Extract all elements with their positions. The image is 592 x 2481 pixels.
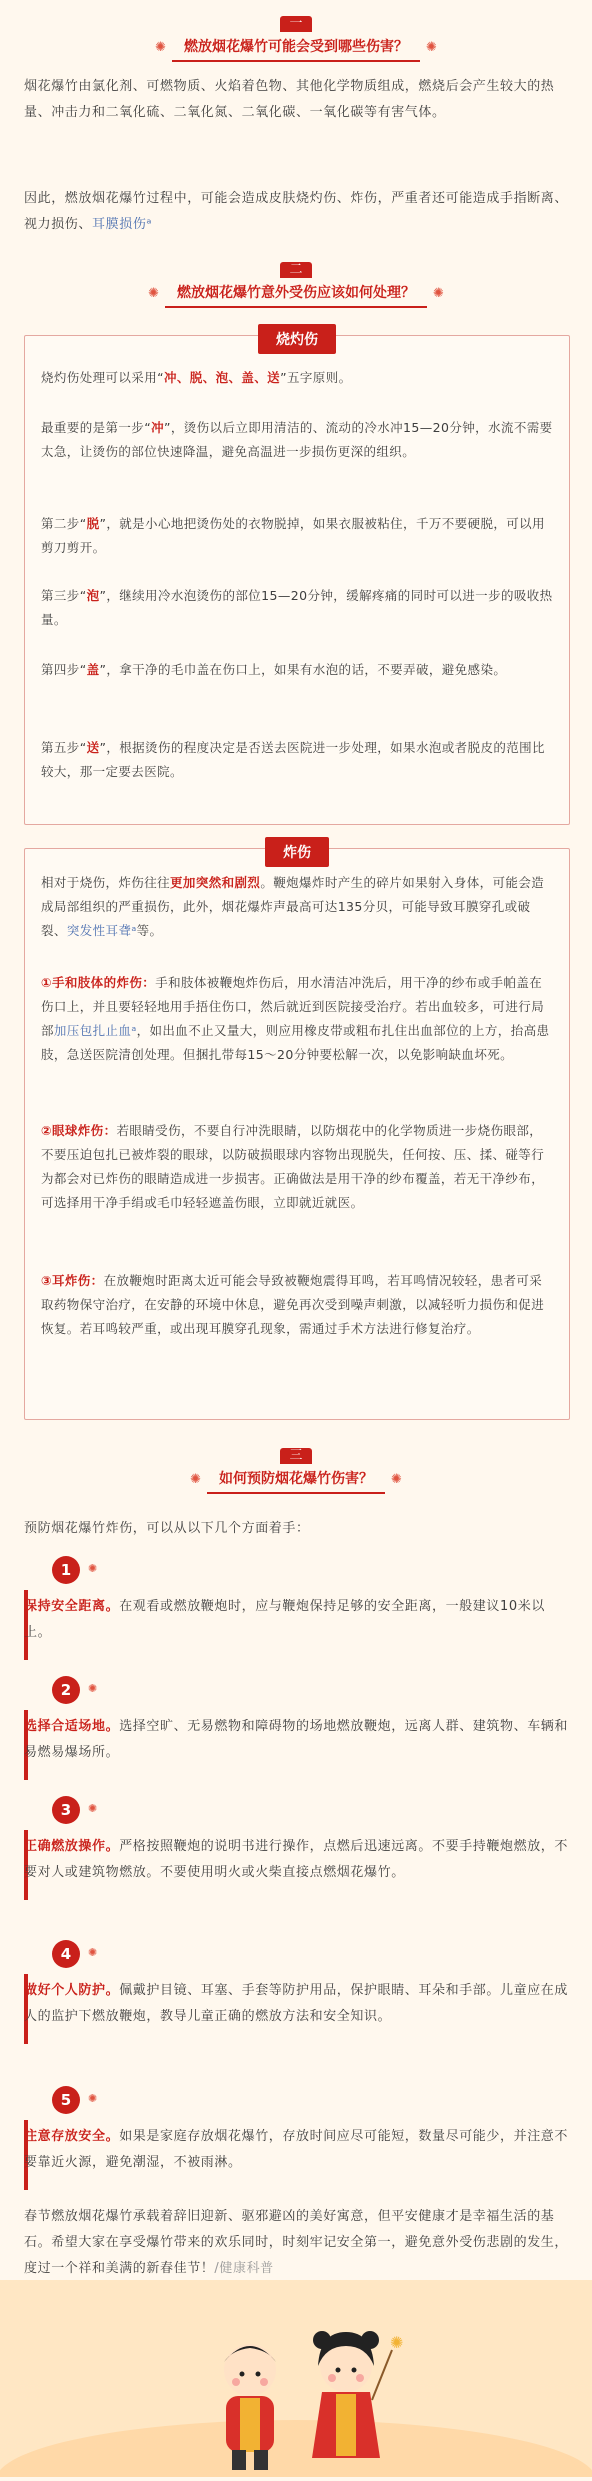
step-text: 选择合适场地。选择空旷、无易燃物和障碍物的场地燃放鞭炮，远离人群、建筑物、车辆和易燃易爆场所。 [24, 1719, 569, 1760]
section-title: 燃放烟花爆竹可能会受到哪些伤害？ [172, 32, 420, 62]
sunburst-icon: ✺ [88, 2092, 98, 2105]
closing-paragraph: 春节燃放烟花爆竹承载着辞旧迎新、驱邪避凶的美好寓意，但平安健康才是幸福生活的基石。希望大家在享受爆竹带来的欢乐同时，时刻牢记安全第一，避免意外受伤悲剧的发生，度过一个祥和美满的新春佳节！/健康科普 [24, 2209, 569, 2276]
sudden-deafness-link[interactable]: 突发性耳聋 [66, 923, 132, 938]
step-text: 保持安全距离。在观看或燃放鞭炮时，应与鞭炮保持足够的安全距离，一般建议10米以上。 [24, 1599, 545, 1640]
paragraph: 烧灼伤处理可以采用“冲、脱、泡、盖、送”五字原则。 [41, 370, 352, 385]
paragraph: 相对于烧伤，炸伤往往更加突然和剧烈。鞭炮爆炸时产生的碎片如果射入身体，可能会造成局部组织的严重损伤，此外，烟花爆炸声最高可达135分贝，可能导致耳膜穿孔或破裂、突发性耳聋ᵃ等。 [41, 875, 545, 938]
pressure-bandage-link[interactable]: 加压包扎止血 [53, 1023, 132, 1038]
paragraph: ①手和肢体的炸伤：手和肢体被鞭炮炸伤后，用水清洁冲洗后，用干净的纱布或手帕盖在伤口上，并且要轻轻地用手捂住伤口，然后就近到医院接受治疗。若出血较多，可进行局部加压包扎止血ᵃ，如出血不止又量大，则应用橡皮带或粗布扎住出血部位的上方，抬高患肢，急送医院清创处理。但捆扎带每15～20分钟要松解一次，以免影响缺血坏死。 [41, 975, 550, 1062]
children-illustration [0, 2280, 592, 2477]
svg-text:✺: ✺ [390, 2333, 404, 2352]
box-title: 炸伤 [265, 837, 329, 867]
link-icon: ᵃ [131, 923, 137, 938]
link-icon: ᵃ [146, 217, 153, 232]
sunburst-icon: ✺ [426, 40, 437, 55]
sunburst-icon: ✺ [391, 1472, 402, 1487]
paragraph: 第三步“泡”，继续用冷水泡烫伤的部位15—20分钟，缓解疼痛的同时可以进一步的吸收热量。 [41, 588, 553, 627]
step-number: 3 [52, 1796, 80, 1824]
sunburst-icon: ✺ [88, 1562, 98, 1575]
link-icon: ᵃ [131, 1023, 137, 1038]
step-number: 1 [52, 1556, 80, 1584]
sunburst-icon: ✺ [433, 286, 444, 301]
step-number: 2 [52, 1676, 80, 1704]
paragraph: 第五步“送”，根据烫伤的程度决定是否送去医院进一步处理，如果水泡或者脱皮的范围比较大，那一定要去医院。 [41, 740, 545, 779]
step-number: 4 [52, 1940, 80, 1968]
section-2-header [0, 258, 592, 308]
step-text: 做好个人防护。佩戴护目镜、耳塞、手套等防护用品，保护眼睛、耳朵和手部。儿童应在成人的监护下燃放鞭炮，教导儿童正确的燃放方法和安全知识。 [24, 1983, 569, 2024]
ear-injury-link[interactable]: 耳膜损伤 [92, 217, 147, 232]
step-text: 注意存放安全。如果是家庭存放烟花爆竹，存放时间应尽可能短，数量尽可能少，并注意不要靠近火源，避免潮湿，不被雨淋。 [24, 2129, 569, 2170]
sunburst-icon: ✺ [148, 286, 159, 301]
paragraph: 预防烟花爆竹炸伤，可以从以下几个方面着手： [24, 1521, 310, 1536]
paragraph: 第四步“盖”，拿干净的毛巾盖在伤口上，如果有水泡的话，不要弄破，避免感染。 [41, 662, 507, 677]
section-title: 如何预防烟花爆竹伤害？ [207, 1464, 385, 1494]
sunburst-icon: ✺ [88, 1802, 98, 1815]
sunburst-icon: ✺ [190, 1472, 201, 1487]
section-title: 燃放烟花爆竹意外受伤应该如何处理？ [165, 278, 427, 308]
section-number: 一 [280, 16, 312, 32]
sunburst-icon: ✺ [88, 1946, 98, 1959]
paragraph: 第二步“脱”，就是小心地把烫伤处的衣物脱掉，如果衣服被粘住，千万不要硬脱，可以用剪刀剪开。 [41, 516, 545, 555]
festival-illustration [0, 2280, 592, 2477]
step-text: 正确燃放操作。严格按照鞭炮的说明书进行操作，点燃后迅速远离。不要手持鞭炮燃放，不要对人或建筑物燃放。不要使用明火或火柴直接点燃烟花爆竹。 [24, 1839, 569, 1880]
section-number: 二 [280, 262, 312, 278]
paragraph: 最重要的是第一步“冲”，烫伤以后立即用清洁的、流动的冷水冲15—20分钟，水流不需要太急，让烫伤的部位快速降温，避免高温进一步损伤更深的组织。 [41, 420, 553, 459]
source-note: /健康科普 [214, 2261, 274, 2276]
paragraph: ②眼球炸伤：若眼睛受伤，不要自行冲洗眼睛，以防烟花中的化学物质进一步烧伤眼部，不要压迫包扎已被炸裂的眼球，以防破损眼球内容物出现脱失，任何按、压、揉、碰等行为都会对已炸伤的眼睛造成进一步损害。正确做法是用干净的纱布覆盖，若无干净纱布，可选择用干净手绢或毛巾轻轻遮盖伤眼，立即就近就医。 [41, 1123, 545, 1210]
sunburst-icon: ✺ [155, 40, 166, 55]
section-number: 三 [280, 1448, 312, 1464]
section-3-header [0, 1444, 592, 1494]
blast-box [24, 845, 570, 1420]
section-1-header [0, 12, 592, 62]
paragraph: 烟花爆竹由氯化剂、可燃物质、火焰着色物、其他化学物质组成，燃烧后会产生较大的热量、冲击力和二氧化硫、二氧化氮、二氧化碳、一氧化碳等有害气体。 [24, 79, 555, 120]
burn-box [24, 332, 570, 825]
paragraph: ③耳炸伤：在放鞭炮时距离太近可能会导致被鞭炮震得耳鸣，若耳鸣情况较轻，患者可采取药物保守治疗，在安静的环境中休息，避免再次受到噪声刺激，以减轻听力损伤和促进恢复。若耳鸣较严重，或出现耳膜穿孔现象，需通过手术方法进行修复治疗。 [41, 1273, 545, 1336]
sunburst-icon: ✺ [88, 1682, 98, 1695]
box-title: 烧灼伤 [258, 324, 336, 354]
step-number: 5 [52, 2086, 80, 2114]
paragraph: 因此，燃放烟花爆竹过程中，可能会造成皮肤烧灼伤、炸伤，严重者还可能造成手指断离、视力损伤、耳膜损伤ᵃ [24, 191, 569, 232]
